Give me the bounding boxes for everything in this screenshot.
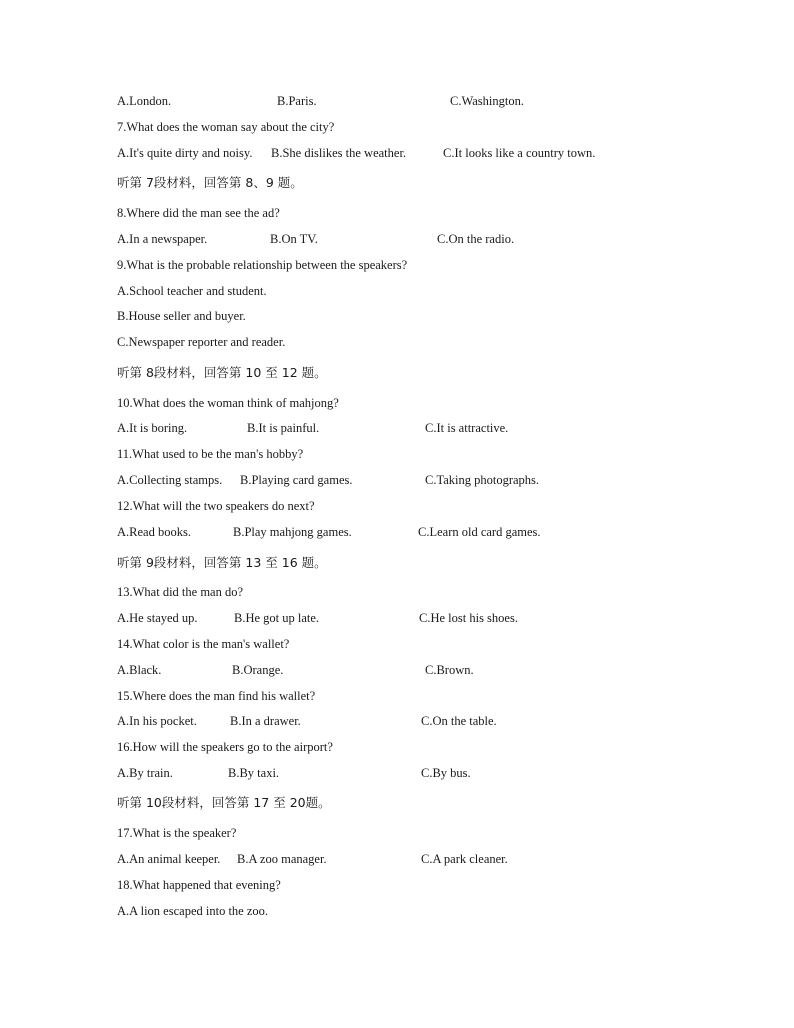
option-a: A.Collecting stamps. [117,473,223,487]
question-17: 17.What is the speaker? [117,826,237,840]
option-c: C.Learn old card games. [418,525,541,539]
option-a: A.It's quite dirty and noisy. [117,146,253,160]
option-b: B.He got up late. [234,611,320,625]
question-10: 10.What does the woman think of mahjong? [117,396,339,410]
section-heading: 听第 8段材料，回答第 10 至 12 题。 [117,365,327,380]
question-12: 12.What will the two speakers do next? [117,499,315,513]
option-b: B.On TV. [270,232,318,246]
option-a: A.It is boring. [117,421,188,435]
question-16: 16.How will the speakers go to the airport? [117,740,333,754]
option-a: A.In his pocket. [117,714,197,728]
option-c: C.It is attractive. [425,421,509,435]
option-c: C.On the table. [421,714,497,728]
option-a: A.Read books. [117,525,191,539]
option-c: C.Taking photographs. [425,473,540,487]
option-a: A.In a newspaper. [117,232,208,246]
section-heading: 听第 10段材料，回答第 17 至 20题。 [117,795,331,810]
option-c: C.It looks like a country town. [443,146,596,160]
option-b: B.Playing card games. [240,473,353,487]
question-8: 8.Where did the man see the ad? [117,206,280,220]
question-15: 15.Where does the man find his wallet? [117,689,316,703]
option-b: B.House seller and buyer. [117,309,246,323]
option-b: B.A zoo manager. [237,852,327,866]
option-a: A.A lion escaped into the zoo. [117,904,269,918]
option-c: C.Brown. [425,663,474,677]
option-c: C.Newspaper reporter and reader. [117,335,286,349]
option-a: A.He stayed up. [117,611,198,625]
section-heading: 听第 7段材料，回答第 8、9 题。 [117,175,303,190]
option-b: B.She dislikes the weather. [271,146,407,160]
question-9: 9.What is the probable relationship between the speakers? [117,258,408,272]
option-c: C.A park cleaner. [421,852,508,866]
option-a: A.Black. [117,663,162,677]
option-b: B.By taxi. [228,766,280,780]
option-b: B.Orange. [232,663,284,677]
option-b: B.It is painful. [247,421,320,435]
option-b: B.Paris. [277,94,317,108]
option-b: B.Play mahjong games. [233,525,352,539]
question-14: 14.What color is the man's wallet? [117,637,290,651]
option-c: C.By bus. [421,766,471,780]
question-7: 7.What does the woman say about the city? [117,120,335,134]
option-c: C.He lost his shoes. [419,611,518,625]
question-13: 13.What did the man do? [117,585,244,599]
option-c: C.On the radio. [437,232,515,246]
section-heading: 听第 9段材料，回答第 13 至 16 题。 [117,555,327,570]
question-11: 11.What used to be the man's hobby? [117,447,304,461]
option-a: A.London. [117,94,172,108]
option-a: A.School teacher and student. [117,284,267,298]
question-18: 18.What happened that evening? [117,878,281,892]
option-b: B.In a drawer. [230,714,301,728]
option-a: A.An animal keeper. [117,852,221,866]
option-c: C.Washington. [450,94,524,108]
option-a: A.By train. [117,766,173,780]
